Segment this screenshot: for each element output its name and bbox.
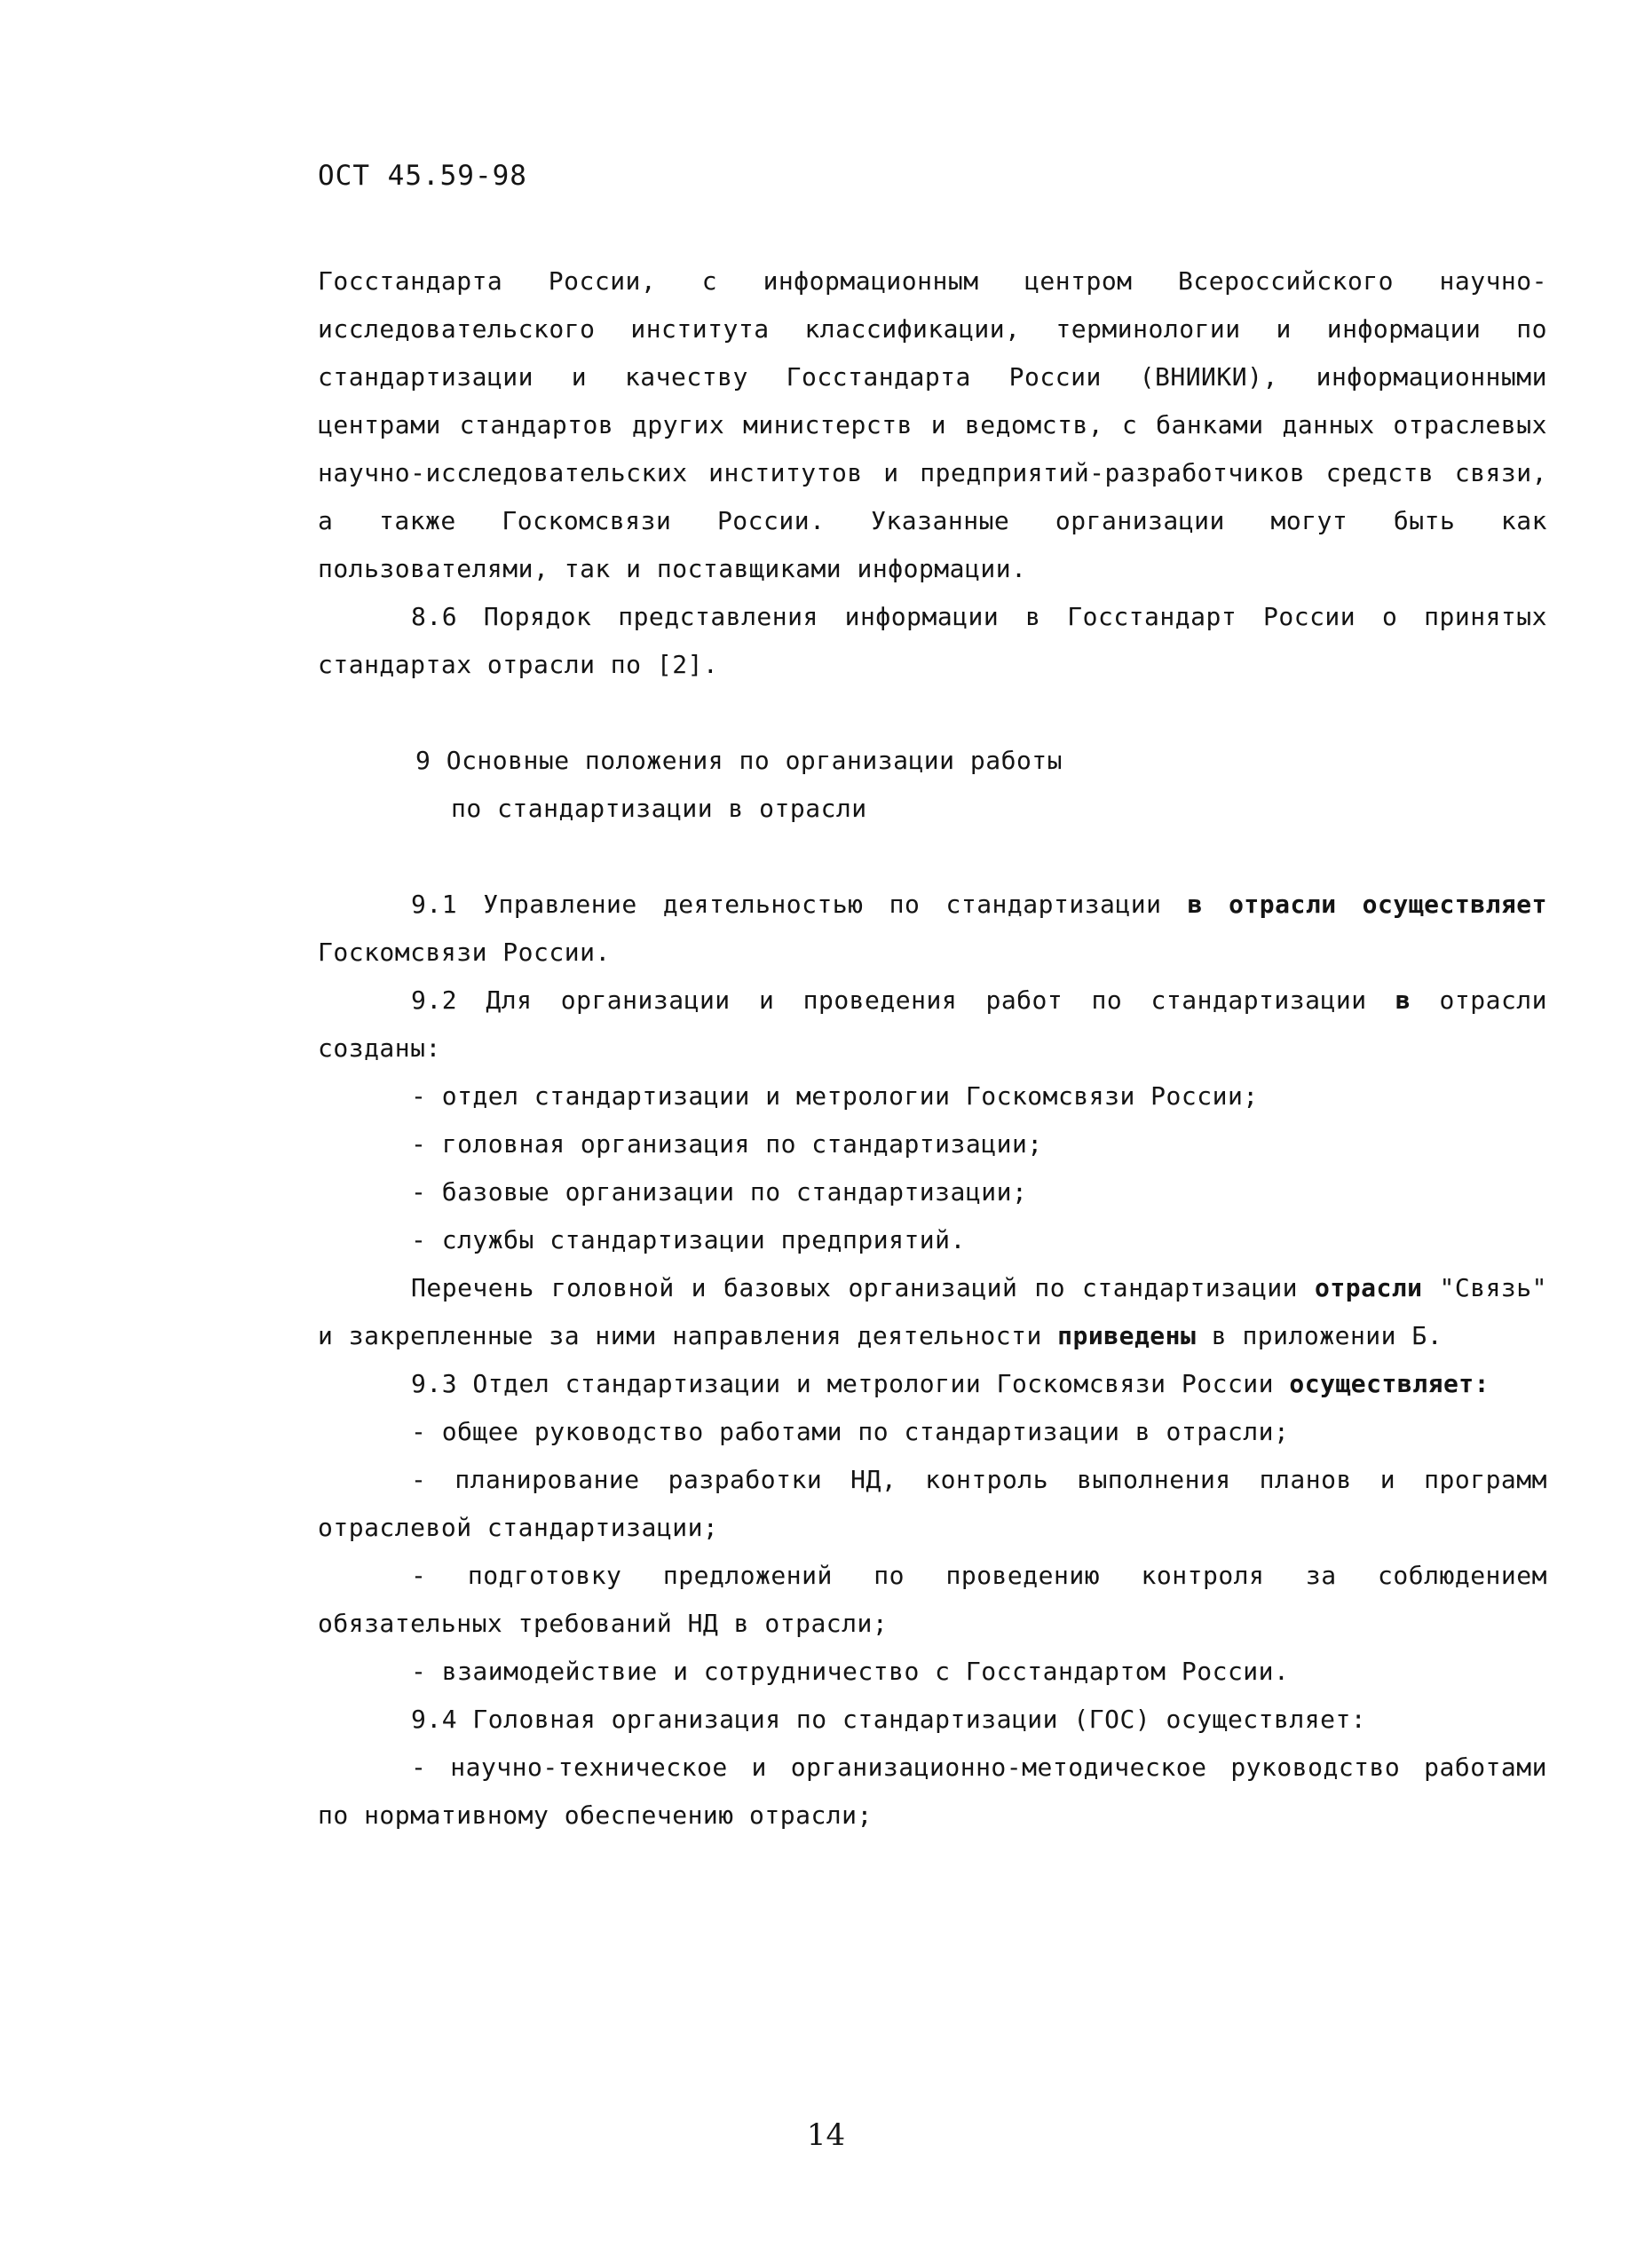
- paragraph-9-1: [318, 881, 1547, 977]
- section-9-title-line2: по стандартизации в отрасли: [451, 794, 867, 823]
- document-body: [318, 257, 1547, 1840]
- paragraph-list-start: Перечень головной и базовых организаций по стандартизации: [411, 1273, 1316, 1302]
- paragraph-9-2-bold: в: [1395, 985, 1411, 1015]
- paragraph-9-4: 9.4 Головная организация по стандартизации (ГОС) осуществляет:: [411, 1705, 1367, 1734]
- list-item: - базовые организации по стандартизации;: [411, 1177, 1028, 1207]
- paragraph-list-mid: "Связь" и закрепленные за ними направления деятельности: [318, 1273, 1548, 1350]
- paragraph-9-2-start: 9.2 Для организации и проведения работ по стандартизации: [411, 985, 1395, 1015]
- paragraph-list-bold1: отрасли: [1315, 1273, 1423, 1302]
- paragraph-9-3-bold: осуществляет:: [1289, 1369, 1490, 1398]
- list-item: - службы стандартизации предприятий.: [411, 1225, 966, 1254]
- list-item: - отдел стандартизации и метрологии Госкомсвязи России;: [411, 1081, 1259, 1111]
- list-item: - взаимодействие и сотрудничество с Госстандартом России.: [411, 1657, 1290, 1686]
- paragraph-continuation: Госстандарта России, с информационным центром Всероссийского научно-исследовательского института классификации, терминологии и информации по стандартизации и качеству Госстандарта России (ВНИИКИ), информационными центрами стандартов других министерств и ведомств, с банками данных отраслевых научно-исследовательских институтов и предприятий-разработчиков средств связи, а также Госкомсвязи России. Указанные организации могут быть как пользователями, так и поставщиками информации.: [318, 266, 1547, 583]
- list-item: - научно-техническое и организационно-методическое руководство работами по нормативному обеспечению отрасли;: [318, 1753, 1547, 1830]
- paragraph-9-3-start: 9.3 Отдел стандартизации и метрологии Госкомсвязи России: [411, 1369, 1290, 1398]
- list-item: - головная организация по стандартизации;: [411, 1129, 1043, 1159]
- document-header: ОСТ 45.59-98: [318, 160, 527, 192]
- page-number: 14: [806, 2117, 846, 2153]
- paragraph-list-bold2: приведены: [1057, 1321, 1197, 1350]
- list-item: - подготовку предложений по проведению контроля за соблюдением обязательных требований НД в отрасли;: [318, 1561, 1547, 1638]
- section-9-title: [318, 737, 1547, 833]
- paragraph-9-1-start: 9.1 Управление деятельностью по стандартизации: [411, 890, 1188, 919]
- section-9-title-line1: 9 Основные положения по организации работы: [415, 746, 1063, 775]
- list-item: - планирование разработки НД, контроль выполнения планов и программ отраслевой стандартизации;: [318, 1465, 1547, 1542]
- paragraph-9-2: [318, 977, 1547, 1072]
- paragraph-9-1-end: Госкомсвязи России.: [318, 938, 611, 967]
- paragraph-organizations-list: [318, 1264, 1547, 1360]
- paragraph-9-1-bold: в отрасли осуществляет: [1187, 890, 1547, 919]
- paragraph-9-2-end: отрасли созданы:: [318, 985, 1548, 1063]
- paragraph-8-6: 8.6 Порядок представления информации в Госстандарт России о принятых стандартах отрасли по [2].: [318, 602, 1547, 679]
- list-item: - общее руководство работами по стандартизации в отрасли;: [411, 1417, 1290, 1446]
- paragraph-list-end: в приложении Б.: [1196, 1321, 1443, 1350]
- paragraph-9-3: [318, 1360, 1547, 1408]
